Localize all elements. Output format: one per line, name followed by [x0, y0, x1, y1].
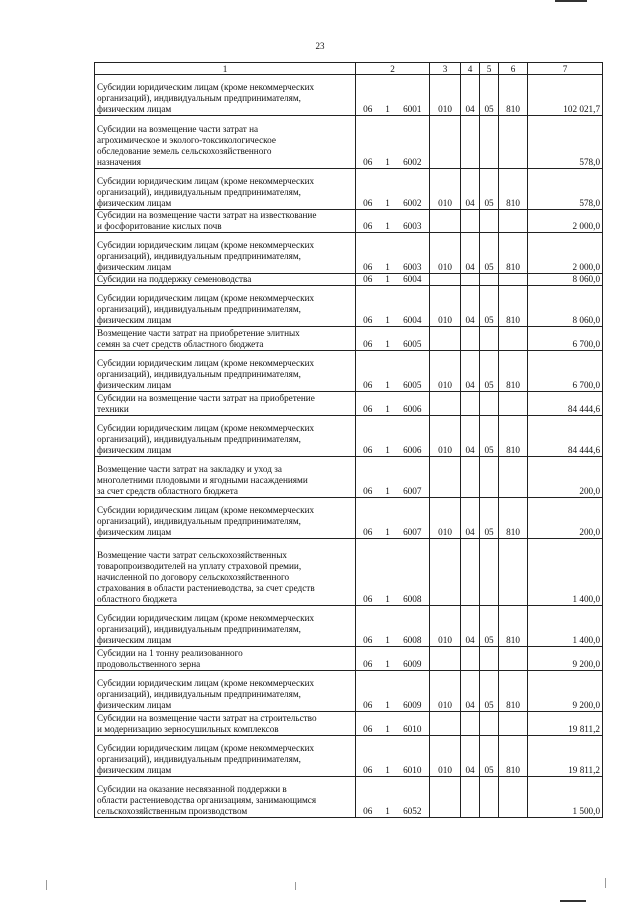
- col-5-value: [480, 457, 499, 498]
- description-line: физическим лицам: [97, 765, 172, 775]
- col-4-value: 04: [461, 75, 480, 116]
- table-row: [95, 606, 603, 647]
- description-line: организаций), индивидуальным предпринимателям,: [97, 434, 301, 444]
- description-line: семян за счет средств областного бюджета: [97, 339, 264, 349]
- description-line: Субсидии юридическим лицам (кроме некоммерческих: [97, 505, 315, 515]
- amount-value: 19 811,2: [528, 712, 603, 736]
- description-line: Возмещение части затрат на приобретение элитных: [97, 328, 300, 338]
- row-description: [95, 233, 356, 274]
- amount-value: 9 200,0: [528, 647, 603, 671]
- row-description: [95, 274, 356, 286]
- amount-value: 2 000,0: [528, 210, 603, 233]
- col-5-value: 05: [480, 736, 499, 777]
- col-6-value: [499, 274, 528, 286]
- code-subsection: 1: [380, 539, 396, 606]
- table-row: [95, 777, 603, 818]
- code-item: 6007: [396, 457, 430, 498]
- col-5-value: [480, 647, 499, 671]
- code-section: 06: [356, 712, 380, 736]
- col-3-value: 010: [430, 671, 461, 712]
- code-item: 6006: [396, 392, 430, 416]
- col-6-value: [499, 777, 528, 818]
- table-row: [95, 457, 603, 498]
- col-6-value: [499, 712, 528, 736]
- col-6-value: 810: [499, 498, 528, 539]
- table-row: [95, 210, 603, 233]
- code-section: 06: [356, 169, 380, 210]
- code-item: 6009: [396, 647, 430, 671]
- col-5-value: 05: [480, 233, 499, 274]
- table-row: [95, 169, 603, 210]
- table-row: [95, 75, 603, 116]
- col-5-value: 05: [480, 286, 499, 327]
- table-row: [95, 498, 603, 539]
- row-description: [95, 351, 356, 392]
- col-4-value: [461, 457, 480, 498]
- description-line: страхования в области растениеводства, за счет средств: [97, 583, 315, 593]
- description-line: физическим лицам: [97, 198, 172, 208]
- code-section: 06: [356, 327, 380, 351]
- amount-value: 6 700,0: [528, 351, 603, 392]
- amount-value: 6 700,0: [528, 327, 603, 351]
- description-line: организаций), индивидуальным предпринимателям,: [97, 369, 301, 379]
- col-4-value: [461, 712, 480, 736]
- col-5-value: 05: [480, 606, 499, 647]
- description-line: агрохимическое и эколого-токсикологическое: [97, 135, 276, 145]
- col-4-value: [461, 539, 480, 606]
- col-6-value: [499, 647, 528, 671]
- col-5-value: 05: [480, 416, 499, 457]
- code-item: 6005: [396, 351, 430, 392]
- table-row: [95, 539, 603, 606]
- amount-value: 578,0: [528, 169, 603, 210]
- col-6-value: [499, 116, 528, 169]
- description-line: назначения: [97, 157, 142, 167]
- row-description: [95, 712, 356, 736]
- col-5-value: 05: [480, 169, 499, 210]
- code-item: 6006: [396, 416, 430, 457]
- description-line: Субсидии юридическим лицам (кроме некоммерческих: [97, 358, 315, 368]
- col-3-value: [430, 392, 461, 416]
- description-line: Субсидии юридическим лицам (кроме некоммерческих: [97, 240, 315, 250]
- description-line: многолетними плодовыми и ягодными насаждениями: [97, 475, 308, 485]
- code-item: 6009: [396, 671, 430, 712]
- description-line: организаций), индивидуальным предпринимателям,: [97, 624, 301, 634]
- col-3-value: [430, 539, 461, 606]
- col-6-value: [499, 457, 528, 498]
- description-line: обследование земель сельскохозяйственного: [97, 146, 272, 156]
- description-line: физическим лицам: [97, 635, 172, 645]
- code-item: 6002: [396, 116, 430, 169]
- amount-value: 200,0: [528, 498, 603, 539]
- col-5-value: [480, 210, 499, 233]
- code-section: 06: [356, 116, 380, 169]
- description-line: Субсидии юридическим лицам (кроме некоммерческих: [97, 678, 315, 688]
- header-cell: 6: [499, 63, 528, 75]
- code-item: 6007: [396, 498, 430, 539]
- row-description: [95, 498, 356, 539]
- col-6-value: 810: [499, 416, 528, 457]
- row-description: [95, 736, 356, 777]
- header-cell: 7: [528, 63, 603, 75]
- description-line: Субсидии на возмещение части затрат на известкование: [97, 210, 317, 220]
- description-line: Субсидии на 1 тонну реализованного: [97, 648, 243, 658]
- col-5-value: 05: [480, 75, 499, 116]
- col-5-value: 05: [480, 351, 499, 392]
- code-section: 06: [356, 777, 380, 818]
- scan-artifact: [560, 900, 586, 902]
- code-item: 6010: [396, 736, 430, 777]
- col-3-value: [430, 116, 461, 169]
- col-3-value: [430, 647, 461, 671]
- code-subsection: 1: [380, 286, 396, 327]
- description-line: физическим лицам: [97, 262, 172, 272]
- code-section: 06: [356, 606, 380, 647]
- description-line: сельскохозяйственным производством: [97, 806, 248, 816]
- amount-value: 8 060,0: [528, 286, 603, 327]
- col-3-value: 010: [430, 169, 461, 210]
- scan-artifact: [295, 882, 296, 890]
- col-4-value: [461, 392, 480, 416]
- description-line: Субсидии юридическим лицам (кроме некоммерческих: [97, 613, 315, 623]
- row-description: [95, 416, 356, 457]
- code-section: 06: [356, 274, 380, 286]
- table-row: [95, 416, 603, 457]
- row-description: [95, 392, 356, 416]
- description-line: Субсидии на поддержку семеноводства: [97, 274, 252, 284]
- code-subsection: 1: [380, 116, 396, 169]
- col-6-value: [499, 539, 528, 606]
- amount-value: 1 400,0: [528, 539, 603, 606]
- amount-value: 1 400,0: [528, 606, 603, 647]
- description-line: начисленной по договору сельскохозяйственного: [97, 572, 290, 582]
- amount-value: 84 444,6: [528, 416, 603, 457]
- col-4-value: 04: [461, 736, 480, 777]
- code-subsection: 1: [380, 606, 396, 647]
- scan-artifact: [555, 0, 587, 2]
- col-4-value: 04: [461, 233, 480, 274]
- col-6-value: [499, 327, 528, 351]
- code-subsection: 1: [380, 736, 396, 777]
- header-cell: 1: [95, 63, 356, 75]
- code-item: 6004: [396, 274, 430, 286]
- table-row: [95, 712, 603, 736]
- amount-value: 9 200,0: [528, 671, 603, 712]
- table-row: [95, 671, 603, 712]
- col-5-value: [480, 539, 499, 606]
- header-cell: 2: [356, 63, 430, 75]
- amount-value: 102 021,7: [528, 75, 603, 116]
- description-line: физическим лицам: [97, 445, 172, 455]
- description-line: организаций), индивидуальным предпринимателям,: [97, 251, 301, 261]
- col-5-value: [480, 327, 499, 351]
- code-subsection: 1: [380, 327, 396, 351]
- amount-value: 84 444,6: [528, 392, 603, 416]
- code-item: 6002: [396, 169, 430, 210]
- table-body: [95, 75, 603, 818]
- description-line: за счет средств областного бюджета: [97, 486, 238, 496]
- description-line: организаций), индивидуальным предпринимателям,: [97, 754, 301, 764]
- description-line: физическим лицам: [97, 104, 172, 114]
- description-line: Субсидии юридическим лицам (кроме некоммерческих: [97, 743, 315, 753]
- code-section: 06: [356, 671, 380, 712]
- code-subsection: 1: [380, 671, 396, 712]
- code-subsection: 1: [380, 392, 396, 416]
- row-description: [95, 75, 356, 116]
- col-3-value: 010: [430, 606, 461, 647]
- description-line: организаций), индивидуальным предпринимателям,: [97, 187, 301, 197]
- col-4-value: [461, 210, 480, 233]
- description-line: Субсидии на оказание несвязанной поддержки в: [97, 784, 287, 794]
- description-line: Субсидии юридическим лицам (кроме некоммерческих: [97, 423, 315, 433]
- row-description: [95, 671, 356, 712]
- table-row: [95, 116, 603, 169]
- description-line: Субсидии на возмещение части затрат на приобретение: [97, 393, 315, 403]
- col-3-value: 010: [430, 416, 461, 457]
- code-section: 06: [356, 392, 380, 416]
- amount-value: 19 811,2: [528, 736, 603, 777]
- code-subsection: 1: [380, 274, 396, 286]
- col-3-value: [430, 457, 461, 498]
- description-line: Субсидии на возмещение части затрат на: [97, 124, 259, 134]
- code-item: 6003: [396, 233, 430, 274]
- code-subsection: 1: [380, 75, 396, 116]
- row-description: [95, 169, 356, 210]
- col-4-value: 04: [461, 498, 480, 539]
- row-description: [95, 647, 356, 671]
- col-3-value: [430, 712, 461, 736]
- table-row: [95, 736, 603, 777]
- table-row: [95, 274, 603, 286]
- col-6-value: 810: [499, 671, 528, 712]
- col-4-value: [461, 116, 480, 169]
- description-line: физическим лицам: [97, 315, 172, 325]
- code-subsection: 1: [380, 351, 396, 392]
- description-line: и фосфоритование кислых почв: [97, 221, 222, 231]
- col-3-value: 010: [430, 736, 461, 777]
- description-line: организаций), индивидуальным предпринимателям,: [97, 516, 301, 526]
- col-6-value: 810: [499, 75, 528, 116]
- code-item: 6004: [396, 286, 430, 327]
- code-section: 06: [356, 539, 380, 606]
- table-row: [95, 351, 603, 392]
- col-3-value: 010: [430, 498, 461, 539]
- amount-value: 578,0: [528, 116, 603, 169]
- col-3-value: 010: [430, 286, 461, 327]
- amount-value: 2 000,0: [528, 233, 603, 274]
- code-section: 06: [356, 75, 380, 116]
- code-item: 6001: [396, 75, 430, 116]
- description-line: техники: [97, 404, 129, 414]
- col-4-value: [461, 647, 480, 671]
- row-description: [95, 777, 356, 818]
- description-line: Возмещение части затрат на закладку и уход за: [97, 464, 282, 474]
- code-section: 06: [356, 210, 380, 233]
- col-5-value: [480, 712, 499, 736]
- col-3-value: 010: [430, 351, 461, 392]
- col-6-value: 810: [499, 351, 528, 392]
- code-item: 6052: [396, 777, 430, 818]
- code-subsection: 1: [380, 416, 396, 457]
- row-description: [95, 606, 356, 647]
- description-line: Субсидии на возмещение части затрат на строительство: [97, 713, 317, 723]
- code-subsection: 1: [380, 210, 396, 233]
- col-4-value: 04: [461, 169, 480, 210]
- col-4-value: 04: [461, 351, 480, 392]
- row-description: [95, 457, 356, 498]
- row-description: [95, 286, 356, 327]
- col-4-value: [461, 327, 480, 351]
- code-subsection: 1: [380, 233, 396, 274]
- description-line: организаций), индивидуальным предпринимателям,: [97, 689, 301, 699]
- col-5-value: [480, 116, 499, 169]
- col-5-value: [480, 392, 499, 416]
- code-item: 6005: [396, 327, 430, 351]
- col-5-value: [480, 274, 499, 286]
- code-subsection: 1: [380, 712, 396, 736]
- row-description: [95, 327, 356, 351]
- col-5-value: 05: [480, 671, 499, 712]
- col-6-value: [499, 392, 528, 416]
- code-section: 06: [356, 286, 380, 327]
- col-4-value: 04: [461, 671, 480, 712]
- description-line: Субсидии юридическим лицам (кроме некоммерческих: [97, 176, 315, 186]
- description-line: и модернизацию зерносушильных комплексов: [97, 724, 279, 734]
- budget-table: [94, 62, 603, 818]
- col-6-value: 810: [499, 233, 528, 274]
- amount-value: 8 060,0: [528, 274, 603, 286]
- code-item: 6010: [396, 712, 430, 736]
- table-row: [95, 327, 603, 351]
- code-section: 06: [356, 233, 380, 274]
- col-6-value: 810: [499, 286, 528, 327]
- code-item: 6008: [396, 539, 430, 606]
- description-line: Возмещение части затрат сельскохозяйственных: [97, 550, 287, 560]
- row-description: [95, 116, 356, 169]
- code-item: 6003: [396, 210, 430, 233]
- description-line: физическим лицам: [97, 700, 172, 710]
- col-4-value: [461, 777, 480, 818]
- col-3-value: [430, 274, 461, 286]
- description-line: физическим лицам: [97, 380, 172, 390]
- code-subsection: 1: [380, 647, 396, 671]
- description-line: продовольственного зерна: [97, 659, 201, 669]
- table-row: [95, 392, 603, 416]
- col-6-value: 810: [499, 736, 528, 777]
- code-section: 06: [356, 736, 380, 777]
- col-3-value: [430, 327, 461, 351]
- table-row: [95, 233, 603, 274]
- description-line: организаций), индивидуальным предпринимателям,: [97, 93, 301, 103]
- col-3-value: 010: [430, 75, 461, 116]
- description-line: области растениеводства организациям, занимающимся: [97, 795, 317, 805]
- amount-value: 1 500,0: [528, 777, 603, 818]
- header-cell: 3: [430, 63, 461, 75]
- row-description: [95, 539, 356, 606]
- table-row: [95, 286, 603, 327]
- code-section: 06: [356, 498, 380, 539]
- code-subsection: 1: [380, 777, 396, 818]
- code-subsection: 1: [380, 457, 396, 498]
- col-6-value: 810: [499, 169, 528, 210]
- col-5-value: [480, 777, 499, 818]
- description-line: Субсидии юридическим лицам (кроме некоммерческих: [97, 293, 315, 303]
- description-line: областного бюджета: [97, 594, 177, 604]
- code-item: 6008: [396, 606, 430, 647]
- scan-artifact: [46, 880, 47, 890]
- header-cell: 4: [461, 63, 480, 75]
- col-3-value: [430, 777, 461, 818]
- col-3-value: [430, 210, 461, 233]
- code-section: 06: [356, 416, 380, 457]
- col-4-value: 04: [461, 286, 480, 327]
- description-line: организаций), индивидуальным предпринимателям,: [97, 304, 301, 314]
- amount-value: 200,0: [528, 457, 603, 498]
- description-line: товаропроизводителей на уплату страховой премии,: [97, 561, 302, 571]
- description-line: физическим лицам: [97, 527, 172, 537]
- table-header-row: [95, 63, 603, 75]
- col-4-value: 04: [461, 416, 480, 457]
- col-6-value: [499, 210, 528, 233]
- col-4-value: [461, 274, 480, 286]
- code-subsection: 1: [380, 498, 396, 539]
- col-4-value: 04: [461, 606, 480, 647]
- col-6-value: 810: [499, 606, 528, 647]
- page-number: 23: [315, 41, 325, 51]
- code-section: 06: [356, 351, 380, 392]
- description-line: Субсидии юридическим лицам (кроме некоммерческих: [97, 82, 315, 92]
- col-3-value: 010: [430, 233, 461, 274]
- scan-artifact: [605, 878, 606, 888]
- col-5-value: 05: [480, 498, 499, 539]
- code-section: 06: [356, 647, 380, 671]
- header-cell: 5: [480, 63, 499, 75]
- row-description: [95, 210, 356, 233]
- table-row: [95, 647, 603, 671]
- code-section: 06: [356, 457, 380, 498]
- code-subsection: 1: [380, 169, 396, 210]
